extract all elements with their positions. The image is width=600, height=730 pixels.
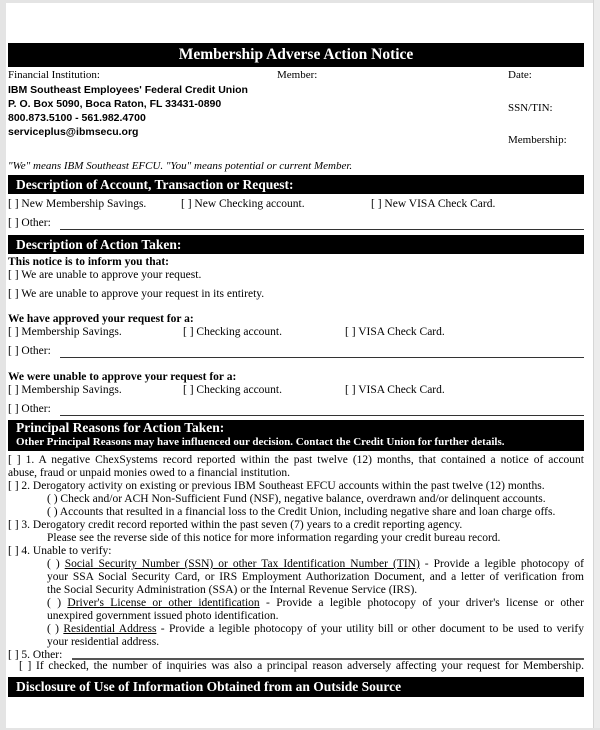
checkbox-reason-2[interactable]: [ ] 2. Derogatory activity on existing or previous IBM Southeast EFCU accounts within the past twelve (12) months. — [8, 480, 545, 492]
radio-reason-4a-ssn[interactable] — [47, 558, 584, 571]
reason-4b-line-2: unexpired government issued photo identification. — [47, 610, 279, 622]
institution-phones: 800.873.5100 - 561.982.4700 — [8, 112, 146, 124]
reason-4c-address-link: Residential Address — [63, 623, 157, 635]
reason-4a-ssn-link: Social Security Number (SSN) or other Tax Identification Number (TIN) — [64, 558, 420, 570]
checkbox-new-visa-check-card[interactable]: [ ] New VISA Check Card. — [371, 198, 496, 210]
checkbox-approved-checking-account[interactable]: [ ] Checking account. — [183, 326, 282, 338]
section-heading-disclosure: Disclosure of Use of Information Obtained from an Outside Source — [8, 677, 584, 697]
reason-4c-line-2: your residential address. — [47, 636, 160, 648]
checkbox-new-checking-account[interactable]: [ ] New Checking account. — [181, 198, 305, 210]
institution-email: serviceplus@ibmsecu.org — [8, 126, 139, 138]
page-frame-top — [0, 0, 600, 3]
checkbox-approved-visa-check-card[interactable]: [ ] VISA Check Card. — [345, 326, 445, 338]
reason-4c-rest: - Provide a legible photocopy of your utility bill or other document to be used to verify — [156, 623, 584, 635]
checkbox-unable-membership-savings[interactable]: [ ] Membership Savings. — [8, 384, 122, 396]
reason-4a-prefix: ( ) — [47, 558, 65, 570]
reasons-subheading: Other Principal Reasons may have influenced our decision. Contact the Credit Union for further details. — [16, 436, 505, 448]
unable-heading: We were unable to approve your request for a: — [8, 371, 237, 383]
membership-label: Membership: — [508, 134, 567, 146]
checkbox-new-membership-savings[interactable]: [ ] New Membership Savings. — [8, 198, 147, 210]
radio-reason-2a-nsf[interactable]: ( ) Check and/or ACH Non-Sufficient Fund (NSF), negative balance, overdrawn and/or delinquent accounts. — [47, 493, 546, 505]
reason-4b-rest: - Provide a legible photocopy of your driver's license or other — [259, 597, 584, 609]
checkbox-unable-other[interactable]: [ ] Other: — [8, 403, 51, 415]
checkbox-approved-membership-savings[interactable]: [ ] Membership Savings. — [8, 326, 122, 338]
member-label: Member: — [277, 69, 318, 81]
section-heading-reasons — [8, 420, 584, 451]
unable-other-field[interactable] — [60, 415, 584, 416]
checkbox-reason-3[interactable]: [ ] 3. Derogatory credit record reported within the past seven (7) years to a credit reporting agency. — [8, 519, 463, 531]
radio-reason-2b-financial-loss[interactable]: ( ) Accounts that resulted in a financial loss to the Credit Union, including negative share and loan charge offs. — [47, 506, 556, 518]
reason-4a-line-2: your SSA Social Security Card, or IRS Employment Authorization Document, and a letter of verification from — [47, 571, 584, 583]
checkbox-reason-4[interactable]: [ ] 4. Unable to verify: — [8, 545, 112, 557]
section-heading-action: Description of Action Taken: — [8, 235, 584, 254]
reasons-heading: Principal Reasons for Action Taken: — [16, 420, 225, 435]
financial-institution-label: Financial Institution: — [8, 69, 100, 81]
radio-reason-4c-residential-address[interactable] — [47, 623, 584, 636]
reason-4a-line-3: the Social Security Administration (SSA) or the Internal Revenue Service (IRS). — [47, 584, 418, 596]
ssn-tin-label: SSN/TIN: — [508, 102, 553, 114]
section-heading-account: Description of Account, Transaction or Request: — [8, 175, 584, 194]
account-other-field[interactable] — [60, 229, 584, 230]
page-frame-left — [0, 0, 6, 730]
page-frame-right — [593, 0, 600, 730]
inform-heading: This notice is to inform you that: — [8, 256, 169, 268]
checkbox-account-other[interactable]: [ ] Other: — [8, 217, 51, 229]
checkbox-inquiries[interactable]: [ ] If checked, the number of inquiries was also a principal reason adversely affecting your request for Membership. — [19, 660, 584, 672]
definition-text: "We" means IBM Southeast EFCU. "You" means potential or current Member. — [8, 160, 353, 172]
checkbox-unable-visa-check-card[interactable]: [ ] VISA Check Card. — [345, 384, 445, 396]
reason-4a-rest: - Provide a legible photocopy of — [419, 558, 584, 570]
approved-other-field[interactable] — [60, 357, 584, 358]
date-label: Date: — [508, 69, 532, 81]
checkbox-reason-1[interactable]: [ ] 1. A negative ChexSystems record reported within the past twelve (12) months, that contained a notice of account — [8, 454, 584, 466]
reason-4c-prefix: ( ) — [47, 623, 64, 635]
checkbox-unable-approve[interactable]: [ ] We are unable to approve your request. — [8, 269, 202, 281]
reason-4b-license-link: Driver's License or other identification — [67, 597, 260, 609]
document-title: Membership Adverse Action Notice — [8, 43, 584, 67]
reason-1-continued: abuse, fraud or unpaid monies owed to a financial institution. — [8, 467, 291, 479]
approved-heading: We have approved your request for a: — [8, 313, 194, 325]
radio-reason-4b-drivers-license[interactable] — [47, 597, 584, 610]
reason-4b-prefix: ( ) — [47, 597, 68, 609]
reason-3-note: Please see the reverse side of this notice for more information regarding your credit bureau record. — [47, 532, 501, 544]
checkbox-unable-approve-entirety[interactable]: [ ] We are unable to approve your request in its entirety. — [8, 288, 265, 300]
institution-name: IBM Southeast Employees' Federal Credit Union — [8, 84, 248, 96]
institution-address: P. O. Box 5090, Boca Raton, FL 33431-0890 — [8, 98, 222, 110]
checkbox-approved-other[interactable]: [ ] Other: — [8, 345, 51, 357]
checkbox-unable-checking-account[interactable]: [ ] Checking account. — [183, 384, 282, 396]
checkbox-reason-5-other[interactable]: [ ] 5. Other: — [8, 649, 63, 661]
